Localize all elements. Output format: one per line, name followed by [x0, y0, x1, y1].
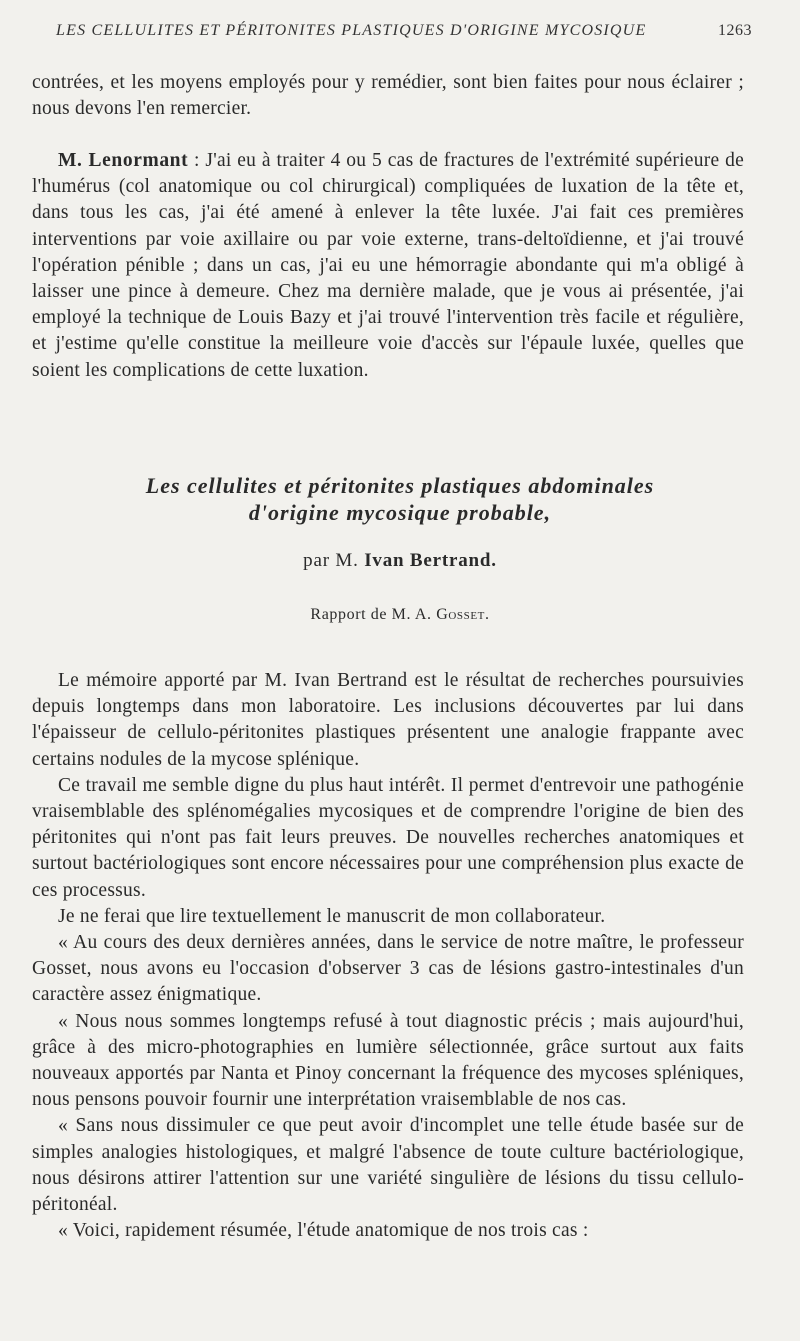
- byline-prefix: par M.: [303, 550, 359, 571]
- article-body: [32, 668, 744, 1244]
- speaker-name: M. Lenormant: [58, 150, 189, 171]
- report-line: [0, 606, 800, 624]
- byline: [0, 550, 800, 572]
- page-number: 1263: [718, 22, 752, 39]
- paragraph: « Nous nous sommes longtemps refusé à tout diagnostic précis ; mais aujourd'hui, grâce à des micro-photographies en lumière sélectionnée, grâce surtout aux faits nouveaux apportés par Nanta et Pinoy concernant la fréquence des mycoses spléniques, nous pensons pouvoir fournir une interprétation vraisemblable de nos cas.: [32, 1010, 744, 1111]
- intervention-paragraph: [32, 148, 744, 384]
- paragraph: Je ne ferai que lire textuellement le manuscrit de mon collaborateur.: [58, 905, 606, 927]
- article-title-line-1: Les cellulites et péritonites plastiques abdominales: [145, 473, 655, 498]
- article-title: [40, 472, 760, 526]
- paragraph: « Sans nous dissimuler ce que peut avoir d'incomplet une telle étude basée sur de simples analogies histologiques, et malgré l'absence de toute culture bactériologique, nous désirons attirer l'attention sur une variété singulière de lésions du tissu cellulo-péritonéal.: [32, 1115, 744, 1216]
- running-head-title: LES CELLULITES ET PÉRITONITES PLASTIQUES D'ORIGINE MYCOSIQUE: [56, 22, 647, 39]
- report-prefix: Rapport de M. A.: [310, 606, 432, 623]
- continuation-paragraph: [32, 70, 744, 122]
- running-head: [56, 22, 752, 40]
- continuation-text: contrées, et les moyens employés pour y remédier, sont bien faites pour nous éclairer ; nous devons l'en remercier.: [32, 72, 744, 120]
- intervention-body: : J'ai eu à traiter 4 ou 5 cas de fractures de l'extrémité supérieure de l'humérus (col anatomique ou col chirurgical) compliquées de luxation de la tête et, dans tous les cas, j'ai été amené à enlever la tête luxée. J'ai fait ces premières interventions par voie axillaire ou par voie externe, trans-deltoïdienne, et j'ai trouvé l'opération pénible ; dans un cas, j'ai eu une hémorragie abondante qui m'a obligé à laisser une pince à demeure. Chez ma dernière malade, que je vous ai présentée, j'ai employé la technique de Louis Bazy et j'ai trouvé l'intervention très facile et régulière, et j'estime qu'elle constitue la meilleure voie d'accès sur l'épaule luxée, quelles que soient les complications de cette luxation.: [32, 150, 744, 381]
- paragraph: « Au cours des deux dernières années, dans le service de notre maître, le professeur Gosset, nous avons eu l'occasion d'observer 3 cas de lésions gastro-intestinales d'un caractère assez énigmatique.: [32, 932, 744, 1006]
- paragraph: « Voici, rapidement résumée, l'étude anatomique de nos trois cas :: [58, 1220, 589, 1242]
- paragraph: Le mémoire apporté par M. Ivan Bertrand est le résultat de recherches poursuivies depuis longtemps dans mon laboratoire. Les inclusions découvertes par lui dans l'épaisseur de cellulo-péritonites plastiques présentent une analogie frappante avec certains nodules de la mycose splénique.: [32, 670, 744, 770]
- report-author: Gosset.: [436, 606, 490, 623]
- intervention-text: [32, 148, 744, 384]
- author-name: Ivan Bertrand.: [364, 550, 497, 571]
- paragraph: Ce travail me semble digne du plus haut intérêt. Il permet d'entrevoir une pathogénie vraisemblable des splénomégalies mycosiques et de comprendre l'origine de bien des péritonites qui n'ont pas fait leurs preuves. De nouvelles recherches anatomiques et surtout bactériologiques sont encore nécessaires pour une compréhension plus exacte de ces processus.: [32, 774, 744, 901]
- article-title-line-2: d'origine mycosique probable,: [248, 500, 552, 525]
